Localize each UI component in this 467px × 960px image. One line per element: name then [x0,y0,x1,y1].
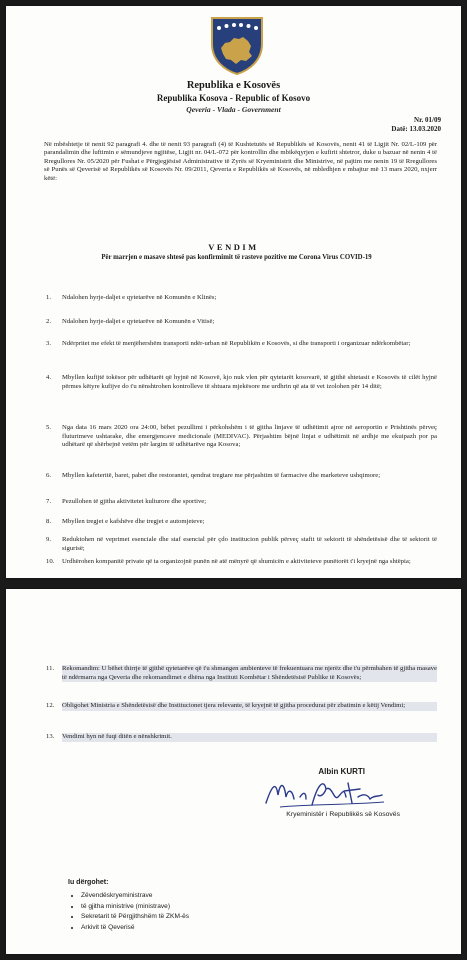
decision-item-7: 7. Pezullohen të gjitha aktivitetet kulturore dhe sportive; [46,498,207,505]
document-page-1 [6,6,461,578]
decision-item-12: 12. Obligohet Ministria e Shëndetësisë dhe Institucionet tjera relevante, të kryejnë të gjitha procedurat për zbatimin e këtij Vendimi; [46,702,437,711]
decision-subject: Për marrjen e masave shtesë pas konfirmimit të rasteve pozitive me Corona Virus COVID-19 [101,254,372,261]
decision-item-2: 2. Ndalohen hyrje-daljet e qytetarëve në Komunën e Vitisë; [46,318,215,325]
distribution-heading: Iu dërgohet: [68,879,109,886]
decision-item-6: 6. Mbyllen kafeteritë, baret, pabet dhe restorantet, qendrat tregtare me përjashtim të farmacive dhe marketeve ushqimore; [46,472,381,479]
distribution-list [68,891,189,933]
document-page-2 [6,589,461,954]
kosovo-coat-of-arms-icon [208,14,266,76]
decision-heading: VENDIM [208,242,259,252]
list-item: • të gjitha ministrive (ministrave) [81,902,189,913]
decision-item-13: 13. Vendimi hyn në fuqi ditën e nënshkrimit. [46,733,437,742]
republic-name-albanian: Republika e Kosovës [186,80,281,91]
list-item: • Zëvendëskryeministrave [81,891,189,902]
list-item: • Arkivit të Qeverisë [81,923,189,934]
decision-item-10: 10. Urdhërohen kompanitë private që ta organizojnë punën në atë mënyrë që shumicën e aktiviteteve punëtorët t'i kryejnë nga shtëpia; [46,558,411,565]
decision-number: Nr. 01/09 [414,116,441,124]
signatory-title: Kryeministër i Republikës së Kosovës [286,811,400,818]
decision-item-5: 5. Nga data 16 mars 2020 ora 24:00, bëhet pezullimi i përkohshëm i të gjitha linjave të udhëtimit ajror në aeroportin e Prishtinës përveç fluturimeve ushtarake, dhe emergjencave medicionale (MEDIVAC). Përjashtim bëjnë linjat e udhëtimit në ardhje me ekuipazh por pa udhëtarë që shërbejnë vetëm për largim të udhëtarëve nga Kosova; [46,424,437,448]
decision-item-8: 8. Mbyllen tregjet e kafshëve dhe tregjet e automjeteve; [46,518,205,525]
decision-item-1: 1. Ndalohen hyrje-daljet e qytetarëve në Komunën e Klinës; [46,294,217,301]
decision-item-4: 4. Mbyllen kufijtë tokësor për udhëtarët që hyjnë në Kosovë, kjo nuk vlen për qytetarët kosovarë, të gjithë shtetasit e Kosovës të cilët hyjnë përmes këtyre kufijve do t'u nënshtrohen kontrolleve të shtuara mjekësore me urdhrin që ata të vet izolohen për 14 ditë; [46,374,437,390]
handwritten-signature-icon [260,775,390,811]
decision-item-9: 9. Reduktohen në veprimet esenciale dhe staf esencial për çdo institucion publik përveç stafit të sektorit të shëndetësisë dhe të sektorit të sigurisë; [46,536,437,552]
legal-basis-paragraph: Në mbështetje të nenit 92 paragrafi 4. dhe të nenit 93 paragrafi (4) të Kushtetutës së Republikës së Kosovës, nenit 41 të Ligjit Nr. 02/L-109 për parandalimin dhe luftimin e sëmundjeve ngjitëse, Ligjit nr. 04/L-072 për kontrollin dhe mbikëqyrjen e kufirit shtetror, duke u bazuar në nenin 4 të Rregullores Nr. 05/2020 për Fushat e Përgjegjësisë Administrative të Zyrës së Kryeministrit dhe Ministrive, në pajtim me nenin 19 të Rregullores së Punës së Qeverisë së Republikës së Kosovës Nr. 09/2011, Qeveria e Republikës së Kosovës, në mbledhjen e mbajtur më 13 mars 2020, nxjerr këtë: [44,141,437,182]
decision-date: Datë: 13.03.2020 [391,125,441,133]
republic-name-multilingual: Republika Kosova - Republic of Kosovo [156,93,311,103]
signatory-name: Albin KURTI [318,767,365,776]
decision-item-3: 3. Ndërpritet me efekt të menjëhershëm transporti ndër-urban në Republikën e Kosovës, si dhe transporti i organizuar ndërkombëtar; [46,340,411,347]
decision-item-11: 11. Rekomandim: U bëhet thirrje të gjithë qytetarëve që t'u shmangen ambienteve të frekuentuara me njerëz dhe t'u përmbahen të gjitha masave të ndërmarra nga Qeveria dhe rekomandimet e dhëna nga Instituti Kombëtar i Shëndetësisë Publike të Kosovës; [46,665,437,681]
government-name: Qeveria - Vlada - Government [186,105,281,114]
list-item: • Sekretarit të Përgjithshëm të ZKM-ës [81,912,189,923]
